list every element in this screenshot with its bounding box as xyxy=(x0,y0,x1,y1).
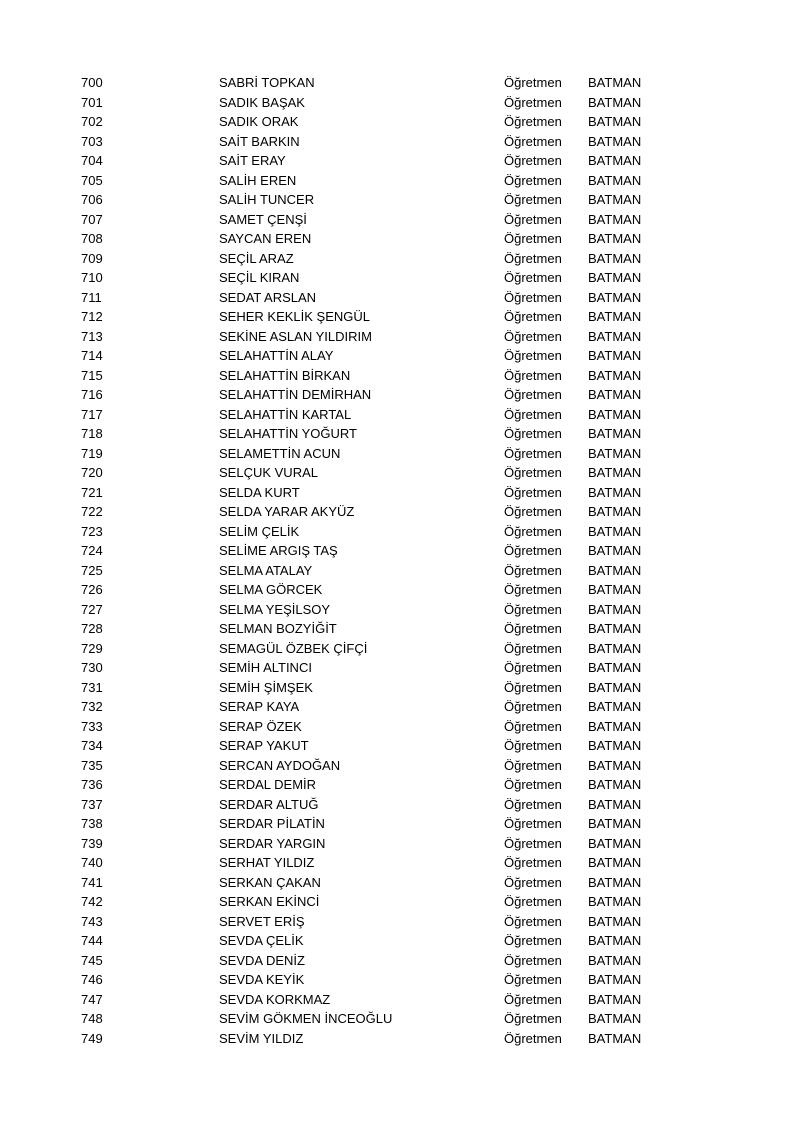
table-row xyxy=(0,736,800,756)
person-name: SADIK ORAK xyxy=(219,114,299,129)
row-number: 706 xyxy=(81,192,103,207)
person-name: SERKAN ÇAKAN xyxy=(219,874,321,890)
table-row xyxy=(0,424,800,444)
person-name: SERDAL DEMİR xyxy=(219,777,317,792)
table-row xyxy=(0,366,800,386)
person-name: SEÇİL KIRAN xyxy=(219,270,300,285)
city-name: BATMAN xyxy=(588,601,642,617)
row-number: 720 xyxy=(81,465,103,480)
person-name: SERDAR PİLATİN xyxy=(219,816,325,831)
row-number: 704 xyxy=(81,153,103,168)
job-title: Öğretmen xyxy=(504,270,562,285)
row-number: 725 xyxy=(81,562,103,578)
city-name: BATMAN xyxy=(588,231,642,246)
row-number: 714 xyxy=(81,348,103,363)
table-row xyxy=(0,483,800,503)
person-name: SEVİM YILDIZ xyxy=(219,1030,304,1046)
row-number: 717 xyxy=(81,406,103,422)
job-title: Öğretmen xyxy=(504,94,562,110)
table-row xyxy=(0,93,800,113)
city-name: BATMAN xyxy=(588,738,642,753)
person-name: SAİT ERAY xyxy=(219,153,286,168)
city-name: BATMAN xyxy=(588,309,642,324)
city-name: BATMAN xyxy=(588,640,642,656)
city-name: BATMAN xyxy=(588,933,642,948)
job-title: Öğretmen xyxy=(504,874,562,890)
row-number: 738 xyxy=(81,816,103,831)
job-title: Öğretmen xyxy=(504,972,562,987)
city-name: BATMAN xyxy=(588,972,642,987)
city-name: BATMAN xyxy=(588,270,642,285)
row-number: 736 xyxy=(81,777,103,792)
city-name: BATMAN xyxy=(588,660,642,675)
person-name: SEVDA ÇELİK xyxy=(219,933,304,948)
person-name: SELÇUK VURAL xyxy=(219,465,318,480)
table-row xyxy=(0,112,800,132)
job-title: Öğretmen xyxy=(504,387,562,402)
job-title: Öğretmen xyxy=(504,562,562,578)
job-title: Öğretmen xyxy=(504,991,562,1007)
row-number: 709 xyxy=(81,250,103,266)
table-row xyxy=(0,385,800,405)
job-title: Öğretmen xyxy=(504,757,562,773)
row-number: 746 xyxy=(81,972,103,987)
person-name: SEÇİL ARAZ xyxy=(219,250,294,266)
job-title: Öğretmen xyxy=(504,621,562,636)
city-name: BATMAN xyxy=(588,757,642,773)
city-name: BATMAN xyxy=(588,153,642,168)
job-title: Öğretmen xyxy=(504,679,562,695)
city-name: BATMAN xyxy=(588,387,642,402)
table-row xyxy=(0,639,800,659)
city-name: BATMAN xyxy=(588,835,642,851)
person-name: SABRİ TOPKAN xyxy=(219,75,315,90)
job-title: Öğretmen xyxy=(504,835,562,851)
table-row xyxy=(0,912,800,932)
job-title: Öğretmen xyxy=(504,543,562,558)
person-name: SADIK BAŞAK xyxy=(219,94,305,110)
table-row xyxy=(0,697,800,717)
person-name: SERVET ERİŞ xyxy=(219,913,305,929)
row-number: 708 xyxy=(81,231,103,246)
city-name: BATMAN xyxy=(588,94,642,110)
person-name: SELMA YEŞİLSOY xyxy=(219,601,331,617)
person-name: SELMAN BOZYİĞİT xyxy=(219,621,337,636)
city-name: BATMAN xyxy=(588,855,642,870)
job-title: Öğretmen xyxy=(504,913,562,929)
job-title: Öğretmen xyxy=(504,309,562,324)
person-name: SERDAR YARGIN xyxy=(219,835,326,851)
person-name: SALİH EREN xyxy=(219,172,297,188)
table-row xyxy=(0,229,800,249)
table-row xyxy=(0,210,800,230)
job-title: Öğretmen xyxy=(504,523,562,539)
job-title: Öğretmen xyxy=(504,660,562,675)
row-number: 703 xyxy=(81,133,103,149)
row-number: 734 xyxy=(81,738,103,753)
person-name: SELİME ARGIŞ TAŞ xyxy=(219,543,338,558)
city-name: BATMAN xyxy=(588,250,642,266)
row-number: 735 xyxy=(81,757,103,773)
row-number: 743 xyxy=(81,913,103,929)
city-name: BATMAN xyxy=(588,816,642,831)
city-name: BATMAN xyxy=(588,718,642,734)
city-name: BATMAN xyxy=(588,1011,642,1026)
person-name: SEMİH ŞİMŞEK xyxy=(219,679,313,695)
table-row xyxy=(0,561,800,581)
row-number: 732 xyxy=(81,699,103,714)
job-title: Öğretmen xyxy=(504,504,562,519)
person-name: SERDAR ALTUĞ xyxy=(219,796,319,812)
job-title: Öğretmen xyxy=(504,465,562,480)
table-row xyxy=(0,990,800,1010)
row-number: 740 xyxy=(81,855,103,870)
city-name: BATMAN xyxy=(588,523,642,539)
job-title: Öğretmen xyxy=(504,426,562,441)
row-number: 728 xyxy=(81,621,103,636)
city-name: BATMAN xyxy=(588,172,642,188)
person-name: SELDA KURT xyxy=(219,484,300,500)
person-name: SELAHATTİN DEMİRHAN xyxy=(219,387,372,402)
city-name: BATMAN xyxy=(588,874,642,890)
job-title: Öğretmen xyxy=(504,582,562,597)
person-name: SEVDA KORKMAZ xyxy=(219,991,331,1007)
row-number: 710 xyxy=(81,270,103,285)
row-number: 744 xyxy=(81,933,103,948)
job-title: Öğretmen xyxy=(504,894,562,909)
row-number: 727 xyxy=(81,601,103,617)
person-name: SELDA YARAR AKYÜZ xyxy=(219,504,355,519)
table-row xyxy=(0,658,800,678)
row-number: 722 xyxy=(81,504,103,519)
person-name: SERAP KAYA xyxy=(219,699,300,714)
city-name: BATMAN xyxy=(588,75,642,90)
table-row xyxy=(0,814,800,834)
table-row xyxy=(0,541,800,561)
row-number: 702 xyxy=(81,114,103,129)
person-name: SELAHATTİN BİRKAN xyxy=(219,367,351,383)
city-name: BATMAN xyxy=(588,1030,642,1046)
person-name: SELMA ATALAY xyxy=(219,562,313,578)
job-title: Öğretmen xyxy=(504,211,562,227)
table-row xyxy=(0,931,800,951)
row-number: 723 xyxy=(81,523,103,539)
table-row xyxy=(0,327,800,347)
job-title: Öğretmen xyxy=(504,114,562,129)
row-number: 701 xyxy=(81,94,103,110)
city-name: BATMAN xyxy=(588,192,642,207)
job-title: Öğretmen xyxy=(504,601,562,617)
table-row xyxy=(0,190,800,210)
job-title: Öğretmen xyxy=(504,348,562,363)
city-name: BATMAN xyxy=(588,913,642,929)
city-name: BATMAN xyxy=(588,796,642,812)
person-name: SERHAT YILDIZ xyxy=(219,855,315,870)
city-name: BATMAN xyxy=(588,114,642,129)
person-name: SEMİH ALTINCI xyxy=(219,660,312,675)
job-title: Öğretmen xyxy=(504,738,562,753)
row-number: 739 xyxy=(81,835,103,851)
city-name: BATMAN xyxy=(588,582,642,597)
row-number: 731 xyxy=(81,679,103,695)
city-name: BATMAN xyxy=(588,679,642,695)
job-title: Öğretmen xyxy=(504,133,562,149)
row-number: 748 xyxy=(81,1011,103,1026)
row-number: 713 xyxy=(81,328,103,344)
person-name: SELİM ÇELİK xyxy=(219,523,300,539)
city-name: BATMAN xyxy=(588,426,642,441)
job-title: Öğretmen xyxy=(504,816,562,831)
job-title: Öğretmen xyxy=(504,1011,562,1026)
job-title: Öğretmen xyxy=(504,952,562,968)
table-row xyxy=(0,522,800,542)
person-name: SEKİNE ASLAN YILDIRIM xyxy=(219,328,372,344)
job-title: Öğretmen xyxy=(504,1030,562,1046)
table-row xyxy=(0,795,800,815)
person-name: SEVDA DENİZ xyxy=(219,952,305,968)
job-title: Öğretmen xyxy=(504,75,562,90)
city-name: BATMAN xyxy=(588,504,642,519)
table-row xyxy=(0,678,800,698)
table-row xyxy=(0,151,800,171)
city-name: BATMAN xyxy=(588,348,642,363)
city-name: BATMAN xyxy=(588,952,642,968)
table-row xyxy=(0,502,800,522)
row-number: 747 xyxy=(81,991,103,1007)
job-title: Öğretmen xyxy=(504,777,562,792)
table-row xyxy=(0,853,800,873)
city-name: BATMAN xyxy=(588,133,642,149)
job-title: Öğretmen xyxy=(504,796,562,812)
job-title: Öğretmen xyxy=(504,640,562,656)
city-name: BATMAN xyxy=(588,699,642,714)
person-name: SEMAGÜL ÖZBEK ÇİFÇİ xyxy=(219,640,368,656)
table-row xyxy=(0,580,800,600)
row-number: 711 xyxy=(81,289,102,305)
person-name: SEVİM GÖKMEN İNCEOĞLU xyxy=(219,1011,393,1026)
city-name: BATMAN xyxy=(588,465,642,480)
row-number: 729 xyxy=(81,640,103,656)
table-row xyxy=(0,132,800,152)
city-name: BATMAN xyxy=(588,991,642,1007)
job-title: Öğretmen xyxy=(504,718,562,734)
job-title: Öğretmen xyxy=(504,172,562,188)
row-number: 707 xyxy=(81,211,103,227)
row-number: 712 xyxy=(81,309,103,324)
row-number: 705 xyxy=(81,172,103,188)
person-name: SELAHATTİN YOĞURT xyxy=(219,426,357,441)
table-row xyxy=(0,288,800,308)
job-title: Öğretmen xyxy=(504,484,562,500)
person-name: SEHER KEKLİK ŞENGÜL xyxy=(219,309,370,324)
row-number: 724 xyxy=(81,543,103,558)
table-row xyxy=(0,73,800,93)
table-row xyxy=(0,1009,800,1029)
job-title: Öğretmen xyxy=(504,231,562,246)
table-row xyxy=(0,756,800,776)
row-number: 721 xyxy=(81,484,103,500)
person-name: SALİH TUNCER xyxy=(219,192,315,207)
table-row xyxy=(0,463,800,483)
person-name: SELAMETTİN ACUN xyxy=(219,445,341,461)
job-title: Öğretmen xyxy=(504,153,562,168)
job-title: Öğretmen xyxy=(504,328,562,344)
person-name: SERKAN EKİNCİ xyxy=(219,894,320,909)
person-name: SELAHATTİN ALAY xyxy=(219,348,334,363)
person-name: SERCAN AYDOĞAN xyxy=(219,757,341,773)
person-name: SELMA GÖRCEK xyxy=(219,582,323,597)
city-name: BATMAN xyxy=(588,484,642,500)
table-row xyxy=(0,892,800,912)
job-title: Öğretmen xyxy=(504,367,562,383)
person-name: SAİT BARKIN xyxy=(219,133,300,149)
table-row xyxy=(0,171,800,191)
table-row xyxy=(0,249,800,269)
teacher-list-table xyxy=(0,73,800,1048)
table-row xyxy=(0,970,800,990)
table-row xyxy=(0,444,800,464)
table-row xyxy=(0,307,800,327)
row-number: 718 xyxy=(81,426,103,441)
person-name: SEVDA KEYİK xyxy=(219,972,305,987)
row-number: 737 xyxy=(81,796,103,812)
table-row xyxy=(0,268,800,288)
city-name: BATMAN xyxy=(588,211,642,227)
city-name: BATMAN xyxy=(588,777,642,792)
job-title: Öğretmen xyxy=(504,445,562,461)
row-number: 745 xyxy=(81,952,103,968)
person-name: SERAP ÖZEK xyxy=(219,718,302,734)
city-name: BATMAN xyxy=(588,543,642,558)
table-row xyxy=(0,600,800,620)
row-number: 749 xyxy=(81,1030,103,1046)
row-number: 733 xyxy=(81,718,103,734)
city-name: BATMAN xyxy=(588,406,642,422)
row-number: 719 xyxy=(81,445,103,461)
table-row xyxy=(0,834,800,854)
table-row xyxy=(0,405,800,425)
table-row xyxy=(0,1029,800,1049)
table-row xyxy=(0,951,800,971)
person-name: SEDAT ARSLAN xyxy=(219,289,317,305)
table-row xyxy=(0,717,800,737)
job-title: Öğretmen xyxy=(504,192,562,207)
table-row xyxy=(0,619,800,639)
city-name: BATMAN xyxy=(588,621,642,636)
person-name: SERAP YAKUT xyxy=(219,738,309,753)
job-title: Öğretmen xyxy=(504,406,562,422)
city-name: BATMAN xyxy=(588,894,642,909)
job-title: Öğretmen xyxy=(504,933,562,948)
table-row xyxy=(0,775,800,795)
job-title: Öğretmen xyxy=(504,855,562,870)
city-name: BATMAN xyxy=(588,562,642,578)
job-title: Öğretmen xyxy=(504,699,562,714)
row-number: 730 xyxy=(81,660,103,675)
table-row xyxy=(0,873,800,893)
city-name: BATMAN xyxy=(588,367,642,383)
job-title: Öğretmen xyxy=(504,250,562,266)
row-number: 716 xyxy=(81,387,103,402)
row-number: 741 xyxy=(81,874,103,890)
city-name: BATMAN xyxy=(588,289,642,305)
person-name: SAYCAN EREN xyxy=(219,231,312,246)
city-name: BATMAN xyxy=(588,445,642,461)
row-number: 715 xyxy=(81,367,103,383)
person-name: SELAHATTİN KARTAL xyxy=(219,406,352,422)
row-number: 726 xyxy=(81,582,103,597)
row-number: 700 xyxy=(81,75,103,90)
person-name: SAMET ÇENŞİ xyxy=(219,211,307,227)
city-name: BATMAN xyxy=(588,328,642,344)
table-row xyxy=(0,346,800,366)
row-number: 742 xyxy=(81,894,103,909)
job-title: Öğretmen xyxy=(504,289,562,305)
